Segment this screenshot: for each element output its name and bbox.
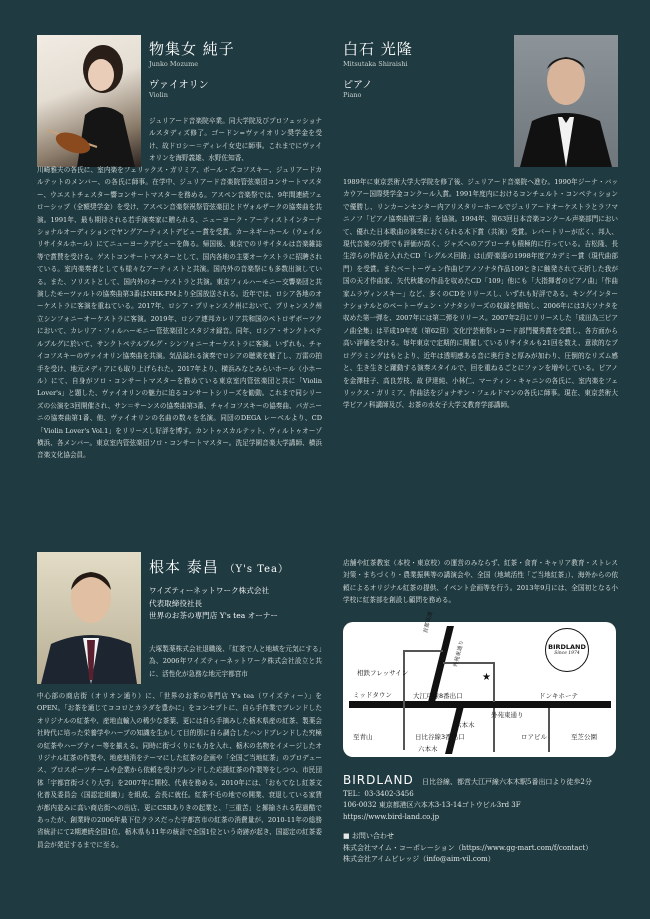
shiraishi-name: 白石 光隆 xyxy=(343,40,413,58)
shiraishi-role: ピアノ xyxy=(343,80,373,91)
map-label-gaiendori: 外苑東通り xyxy=(491,711,524,719)
mozume-role: ヴァイオリン xyxy=(149,80,209,91)
shiraishi-photo xyxy=(514,35,618,167)
road-top-horizontal xyxy=(403,650,443,652)
birdland-logo-since: Since 1974 xyxy=(554,651,580,656)
access-map xyxy=(343,611,616,757)
nemoto-title-shop: 世界のお茶の専門店 Y's tea オーナー xyxy=(149,611,279,620)
map-label-roppongi-crossing: 六本木 xyxy=(455,721,475,729)
nemoto-name: 根本 泰昌 xyxy=(149,558,219,576)
venue-brand: BIRDLAND xyxy=(343,773,414,787)
contact-mime[interactable]: 株式会社マイム・コーポレーション（https://www.gg-mart.com/f/contact） xyxy=(343,843,593,852)
shiraishi-role-en: Piano xyxy=(343,91,362,99)
map-label-roppongi-station: 六本木 xyxy=(418,745,438,753)
venue-tel: TEL：03-3402-3456 xyxy=(343,789,414,798)
map-label-oedo-exit: 大江戸線8番出口 xyxy=(413,692,463,700)
venue-access: 日比谷線、都営大江戸線六本木駅5番出口より徒歩2分 xyxy=(421,778,592,786)
road-side-right xyxy=(548,708,550,752)
nemoto-name-suffix: （Y's Tea） xyxy=(224,564,289,575)
violinist-silhouette xyxy=(37,35,141,167)
nemoto-bio: 中心部の商店街（オリオン通り）に、「世界のお茶の専門店 Y's tea（ワイズティー）」をOPEN。「お茶を通じてココロとカラダを豊かに」をコンセプトに、自ら手作業でブレンドしたオリジナルの紅茶や、産地直輸入の稀少な茶葉、更には自ら手摘みした栃木県産の紅茶、製薬会社時代に培った栄養学やハーブの知識を生かして目的別に自ら調合したハンドブレンドした究極の紅茶やハーブティー等を揃える。同時に街づくりにも力を入れ、栃木の名物をイメージしたオリジナル紅茶の作製や、地産地消をテーマにした紅茶の企画や「全国ご当地紅茶」のプロデュース、プロスポーツチームや企業から依頼を受けブレンドした応援紅茶の作製等をしつつ、市民団体「宇都宮街づくり大学」を2007年に開校、代表を務める。2010年には、「おもてなし紅茶文化普及委員会（国認定組織）」を組成、会長に就任。紅茶不毛の地での開業、衰退している家賃が都内並みに高い商店街への出店、更にCSRありきの起業と、「三重苦」と揶揄される程過酷であったが、創業時の2006年最下位クラスだった宇都宮市の紅茶の消費量が、2010-11年の総務省統計にて2期連続全国1位、栃木県も11年の統計で全国1位という奇跡が起き、国認定の紅茶委員会が発足するまでに至る。 xyxy=(37,692,322,849)
road-side-mid xyxy=(493,662,495,702)
shiraishi-bio: 1989年に東京芸術大学大学院を修了後、ジュリアード音楽院へ進む。1990年ジーナ・バッカウアー国際奨学金コンクール入賞。1991年度内におけるコンチェルト・コンペティションで優勝し、リンカーンセンター内アリスタリーホールでジュリアードオーケストラとラフマニノフ「ピアノ協奏曲第三番」を協演。1994年、第63回日本音楽コンクール声楽部門において、優れた日本歌曲の演奏におくられる木下賞（共演）受賞。レパートリーが広く、邦人、現代音楽の分野でも評価が高く、ジャズへのアプローチも積極的に行っている。吉松隆、長生淳らの作品を入れたCD「レグルス回路」は山野楽器の1998年度アカデミー賞（現代曲部門）を受賞。またベートーヴェン作曲ピアノソナタ作品109ときに触発されて天折した我が国の天才作曲家、矢代秋雄の作品を収めたCD「109」他にも「大指揮者のピアノ曲」「作曲家ムラヴィンスキー」など、多くのCDをリリースし、いずれも好評である。キングインターナショナルとのベートーヴェン・ソナタシリーズの収録を開始し、2006年には3大ソナタを収めた第一弾を、2007年には第二弾をリリース。2007年2月にリリースした「成田為三ピアノ曲全集」は平成19年度（第62回）文化庁芸術祭レコード部門優秀賞を受賞し、各方面から高い評価を受ける。毎年東京で定期的に開催しているリサイタルも21回を数え、意欲的なプログラミングはもとより、近年は透明感ある音に奥行きと厚みが加わり、圧倒的なリズム感と、生き生きと躍動する演奏スタイルで、回を重ねるごとにファンを増やしている。ピアノを金澤桂子、高良芳枝、故 伊達純、小林仁、マーティン・キャニンの各氏に、室内楽をフェリックス・ガリミア、作曲法をジョナサン・フェルドマンの各氏に師事。現在、東京芸術大学ピアノ科講師及び、お茶の水女子大学文教育学部講師。 xyxy=(343,178,618,410)
shiraishi-roman: Mitsutaka Shiraishi xyxy=(343,60,408,68)
mozume-name: 物集女 純子 xyxy=(149,40,235,58)
map-label-roa: ロアビル xyxy=(521,733,547,741)
mozume-photo xyxy=(37,35,141,167)
map-label-roppongi-exit: 日比谷線3番出口 xyxy=(415,733,465,741)
nemoto-silhouette xyxy=(37,552,141,684)
contact-heading: ■ お問い合わせ xyxy=(343,832,394,840)
birdland-logo xyxy=(545,628,589,672)
map-label-donki: ドンキホーテ xyxy=(539,692,578,700)
map-label-gaien-vertical: 外苑東通り xyxy=(452,639,466,668)
mozume-bio: 川崎雅夫の各氏に、室内楽をフェリックス・ガリミア、ボール・ズコフスキー、ジュリアードカルテットのメンバー、の各氏に師事。在学中、ジュリアード音楽院管弦楽団コンサートマスター、ウエストチェスター響コンサートマスターを務める。アスペン音楽祭では、9年間連続フェローシップ（全額奨学金）を受け、アスペン音楽祭祝祭管弦楽団とドヴォルザークの協奏曲を共演。1991年、最も期待される若手演奏家に贈られる、ニューヨーク・アーティストインターナショナルオーディションでヤングアーティストデビュー賞を受賞。カーネギーホール（ウェイルリサイタルホール）にてニューヨークデビューを飾る。帰国後、東京でのリサイタルは音楽雑誌等で賞賛を受ける。ゲストコンサートマスターとして、国内各地の主要オーケストラに招聘されている。室内楽奏者としても様々なアーティストと共演。国内外の音楽祭にも多数出演している。また、ソリストとして、国内外のオーケストラと共演。東京フィルハーモニー交響楽団と共演したモーツァルトの協奏曲第3番はNHK-FMより全国放送される。近年では、ロシア各地のオーケストラに客演を重ねている。2017年、ロシア・プリャンスク州において、プリャンスク州立シンフォニーオーケストラに客演。2019年、ロシア連邦カレリア共和国のペトロザボーツクにおいて、カレリア・フィルハーモニー管弦楽団とスタジオ録音。同年、ロシア・サンクトペテルブルグに於いて、サンクトペテルブルグ・シンフォニーオーケストラに客演。いずれも、チャイコフスキーのヴァイオリン協奏曲を共演。気品溢れる演奏でロシアの聴衆を魅了し、万雷の拍手を受け、地元メディアにも取り上げられた。2017年より、横浜みなとみらいホール（小ホール）にて、自身がソロ・コンサートマスターを務めている東京室内管弦楽団と共に「Violin Lover's」と題した、ヴァイオリンの魅力に迫るコンサートシリーズを勧動。これまで同シリーズの公演を3回開催され、サン＝サーンスの協奏曲第3番、チャイコフスキーの協奏曲、パガニーニの協奏曲第1番、他、ヴァイオリンの名曲の数々を名演。同団のDEGA レーベルより、CD「Violin Lover's Vol.1」をリリースし好評を博す。カントゥスカルテット、ヴィルトゥオーゾ横浜、各メンバー。東京室内管弦楽団ソロ・コンサートマスター。洗足学園音楽大学講師、横浜音楽文化協会員。 xyxy=(37,166,322,460)
mozume-bio-lead: ジュリアード音楽院卒業。同大学院及びプロフェッショナルスタディズ修了。ゴードン=ヴァイオリン奨学金を受け、故ドロシー＝ディレイ女史に師事。これまでにヴァイオリンを海野義雄、水野佐知香、 xyxy=(149,117,322,163)
map-label-shiba: 至芝公園 xyxy=(571,733,597,741)
map-label-shutoko: 首都高速 xyxy=(422,611,435,634)
road-diagonal-lower xyxy=(445,706,464,754)
nemoto-bio-right: 店舗や紅茶教室（本校・東京校）の運営のみならず、紅茶・食育・キャリア教育・ストレス対策・まちづくり・農業振興等の講演会や、全国（地域活性「ご当地紅茶」）、海外からの依頼によるオリジナル紅茶の提供、イベント企画等を行う。2013年9月には、全国初となる小学校に紅茶部を創設し顧問を務める。 xyxy=(343,559,618,605)
mozume-roman: Junko Mozume xyxy=(149,60,199,68)
venue-address: 106-0032 東京都港区六本木3-13-14ゴトウビル3rd 3F xyxy=(343,801,521,809)
map-label-aiba: 相鉄フレッサイン xyxy=(357,669,409,677)
nemoto-title-role: 代表取締役社長 xyxy=(149,598,203,608)
mozume-role-en: Violin xyxy=(149,91,168,99)
nemoto-title-company: ワイズティーネットワーク株式会社 xyxy=(149,586,270,595)
road-side-left xyxy=(403,650,405,750)
nemoto-bio-lead: 大塚製薬株式会社退職後、「紅茶で人と地域を元気にする」為、2006年ワイズティーネットワーク株式会社設立と共に、活性化が急務な地元宇都宮市 xyxy=(149,645,322,678)
map-label-midtown: ミッドタウン xyxy=(353,691,392,699)
map-label-aoyama: 至青山 xyxy=(353,733,373,741)
nemoto-photo xyxy=(37,552,141,684)
birdland-logo-text: BIRDLAND xyxy=(548,643,586,651)
star-icon: ★ xyxy=(482,672,491,683)
pianist-silhouette xyxy=(514,35,618,167)
road-gaien-horizontal xyxy=(349,701,611,708)
venue-url[interactable]: https://www.bird-land.co.jp xyxy=(343,812,440,821)
contact-aimvil[interactable]: 株式会社アイムビレッジ（info@aim-vil.com） xyxy=(343,855,495,863)
